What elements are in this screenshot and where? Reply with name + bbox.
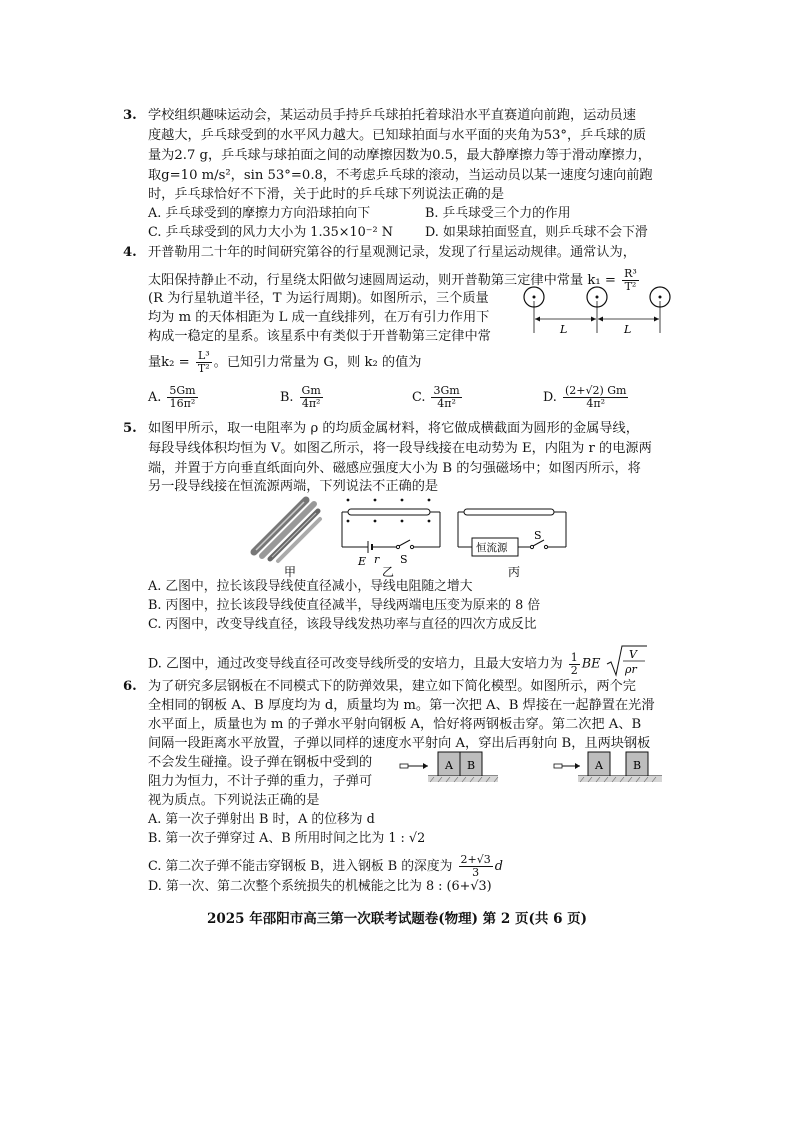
circuit-yi: [342, 499, 440, 553]
fraction-numerator: L³: [196, 350, 212, 363]
question-text-line: 构成一稳定的星系。该星系中有类似于开普勒第三定律中常: [148, 329, 491, 344]
option-a: A. 乒乓球受到的摩擦力方向沿球拍向下: [148, 206, 371, 221]
fraction-denominator: 4π²: [437, 397, 456, 410]
fraction-denominator: 3: [472, 866, 480, 879]
question-text-line: 水平面上，质量也为 m 的子弹水平射向钢板 A，恰好将两钢板击穿。第二次把 A、B: [148, 717, 642, 732]
question-text-line: 端，并置于方向垂直纸面向外、磁感应强度大小为 B 的匀强磁场中；如图丙所示，将: [148, 461, 641, 476]
option-c: C. 乒乓球受到的风力大小为 1.35×10⁻² N: [148, 225, 393, 240]
option-fraction: [431, 385, 461, 410]
question-text-line: 均为 m 的天体相距为 L 成一直线排列，在万有引力作用下: [148, 310, 490, 325]
option-text: D. 乙图中，通过改变导线直径可改变导线所受的安培力，且最大安培力为: [148, 656, 563, 672]
option-b: B. 第一次子弹穿过 A、B 所用时间之比为 1 : √2: [148, 831, 426, 846]
option-c: [148, 854, 503, 879]
body-center: [659, 296, 662, 299]
question-number: 6.: [123, 679, 137, 694]
question-text: 太阳保持静止不动，行星绕太阳做匀速圆周运动，则开普勒第三定律中常量 k₁ =: [148, 273, 616, 288]
plate-label: A: [445, 759, 453, 772]
page-footer: 2025 年邵阳市高三第一次联考试题卷(物理) 第 2 页(共 6 页): [206, 911, 588, 927]
switch-label: S: [534, 529, 542, 542]
option-c: C. 丙图中，改变导线直径，该段导线发热功率与直径的四次方成反比: [148, 617, 537, 632]
option-fraction: [167, 385, 197, 410]
option-a: A. 乙图中，拉长该段导线使直径减小，导线电阻随之增大: [148, 579, 473, 594]
question-text-line: 时，乒乓球恰好不下滑，关于此时的乒乓球下列说法正确的是: [148, 187, 505, 202]
half-fraction: $\frac{1}{2}$: [570, 650, 578, 677]
option-d: D. 第一次、第二次整个系统损失的机械能之比为 8 : (6+√3): [148, 879, 492, 894]
steel-plate-diagram: [398, 746, 670, 786]
option-c: C. $\frac{3Gm}{\text{4π²}}$: [412, 384, 460, 410]
figure-label-jia: 甲: [284, 565, 297, 579]
option-text: C. 第二次子弹不能击穿钢板 B，进入钢板 B 的深度为: [148, 859, 453, 874]
switch-label: S: [400, 553, 408, 566]
fraction-numerator: 5Gm: [169, 384, 196, 397]
emf-label: E: [358, 555, 367, 568]
fraction-denominator: T²: [624, 280, 637, 293]
question-text-line: 不会发生碰撞。设子弹在钢板中受到的: [148, 755, 373, 770]
fraction-numerator: Gm: [301, 384, 321, 397]
question-text-line: 开普勒用二十年的时间研究第谷的行星观测记录，发现了行星运动规律。通常认为，: [148, 245, 636, 260]
svg-text:V: V: [628, 648, 637, 661]
fraction-denominator: 4π²: [301, 397, 321, 410]
figure-label-bing: 丙: [508, 565, 521, 579]
option-b: B. $\frac{Gm}{\text{4π²}}$: [280, 384, 321, 410]
plate-label: B: [633, 759, 642, 772]
question-text-line: 取g=10 m/s²，sin 53°=0.8，不考虑乒乓球的滚动，当运动员以某一速度匀速向前跑: [148, 168, 653, 183]
k2-fraction: [196, 350, 212, 375]
plate-label: A: [595, 759, 603, 772]
fraction-numerator: 3Gm: [433, 384, 460, 397]
question-text-line: 度越大，乒乓球受到的水平风力越大。已知球拍面与水平面的夹角为53°，乒乓球的质: [148, 128, 647, 143]
figure-label-yi: 乙: [382, 565, 395, 579]
option-a: A. 第一次子弹射出 B 时，A 的位移为 d: [148, 812, 375, 827]
body-center: [533, 296, 536, 299]
distance-label: L: [624, 323, 632, 335]
fraction-denominator: T²: [197, 362, 210, 375]
svg-text:ρr: ρr: [624, 663, 637, 676]
question-text: 量k₂ =: [148, 355, 190, 370]
resistance-label: r: [374, 553, 380, 566]
question-text-line: [148, 350, 422, 375]
fraction-numerator: (2+√2) Gm: [564, 384, 627, 397]
three-body-diagram: [520, 280, 680, 335]
question-text-line: (R 为行星轨道半径，T 为运行周期)。如图所示，三个质量: [148, 291, 489, 306]
option-b: B. 乒乓球受三个力的作用: [425, 206, 571, 221]
plate-label: B: [467, 759, 476, 772]
question-text-line: 每段导线体积均恒为 V。如图乙所示，将一段导线接在电动势为 E，内阻为 r 的电源两: [148, 441, 652, 456]
question-text-line: 另一段导线接在恒流源两端，下列说法不正确的是: [148, 479, 439, 494]
fraction-denominator: 4π²: [586, 397, 606, 410]
wire-circuit-figures: [248, 492, 578, 580]
question-text-line: 间隔一段距离水平放置，子弹以同样的速度水平射向 A，穿出后再射向 B，且两块钢板: [148, 736, 651, 751]
question-text-line: 学校组织趣味运动会，某运动员手持乒乓球拍托着球沿水平直赛道向前跑，运动员速: [148, 108, 636, 123]
fraction-denominator: 16π²: [169, 397, 196, 410]
current-source-label: 恒流源: [476, 542, 508, 554]
option-fraction: [459, 854, 493, 879]
question-text: 。已知引力常量为 G，则 k₂ 的值为: [213, 355, 422, 370]
question-text-line: 全相同的钢板 A、B 厚度均为 d，质量均为 m。第一次把 A、B 焊接在一起静置在光滑: [148, 698, 655, 713]
question-text-line: 为了研究多层钢板在不同模式下的防弹效果，建立如下简化模型。如图所示，两个完: [148, 679, 636, 694]
wires-illustration: [254, 500, 320, 561]
question-text-line: 量为2.7 g，乒乓球与球拍面之间的动摩擦因数为0.5，最大静摩擦力等于滑动摩擦力，: [148, 148, 651, 163]
option-b: B. 丙图中，拉长该段导线使直径减半，导线两端电压变为原来的 8 倍: [148, 598, 541, 613]
question-text-line: 如图甲所示，取一电阻率为 ρ 的均质金属材料，将它做成横截面为圆形的金属导线，: [148, 421, 639, 436]
fraction-numerator: R³: [624, 267, 637, 280]
question-number: 3.: [123, 108, 137, 123]
question-text-line: 视为质点。下列说法正确的是: [148, 793, 320, 808]
option-text: BE: [581, 656, 601, 672]
question-number: 5.: [123, 421, 137, 436]
question-number: 4.: [123, 245, 137, 260]
body-center: [596, 296, 599, 299]
option-fraction: [300, 385, 323, 410]
question-text-line: 阻力为恒力，不计子弹的重力，子弹可: [148, 774, 373, 789]
option-fraction: [563, 385, 629, 410]
option-text: d: [494, 859, 503, 874]
option-a: A. $\frac{5Gm}{\text{16π²}}$: [148, 384, 196, 410]
distance-label: L: [560, 323, 568, 335]
circuit-bing: [458, 509, 566, 556]
option-d: D. $\frac{(2+√2) Gm}{\text{4π²}}$: [543, 384, 627, 410]
fraction-numerator: 2+√3: [460, 853, 491, 866]
sqrt-v-over-rho-r: [605, 644, 649, 678]
option-d: D. 如果球拍面竖直，则乒乓球不会下滑: [425, 225, 648, 240]
